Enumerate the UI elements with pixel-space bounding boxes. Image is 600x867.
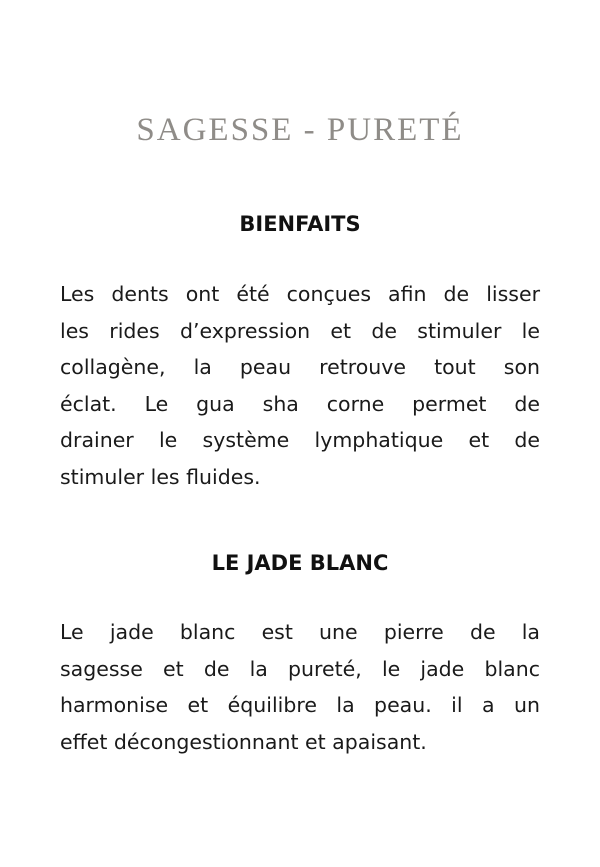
- section-heading-jade-blanc: LE JADE BLANC: [211, 551, 389, 575]
- text-line: Le jade blanc est une pierre de la: [60, 620, 540, 644]
- text-line: drainer le système lymphatique et de: [60, 428, 540, 452]
- jade-blanc-paragraph: [60, 614, 540, 760]
- bienfaits-paragraph: [60, 276, 540, 495]
- text-line: harmonise et équilibre la peau. il a un: [60, 693, 540, 717]
- page-title: SAGESSE - PURETÉ: [136, 112, 464, 148]
- text-line: sagesse et de la pureté, le jade blanc: [60, 656, 540, 681]
- text-line: effet décongestionnant et apaisant.: [60, 729, 427, 754]
- text-line: les rides d’expression et de stimuler le: [60, 318, 540, 343]
- text-line: stimuler les fluides.: [60, 464, 261, 489]
- section-heading-bienfaits: BIENFAITS: [239, 212, 361, 236]
- text-line: collagène, la peau retrouve tout son: [60, 355, 540, 379]
- text-line: Les dents ont été conçues afin de lisser: [60, 282, 540, 306]
- text-line: éclat. Le gua sha corne permet de: [60, 391, 540, 416]
